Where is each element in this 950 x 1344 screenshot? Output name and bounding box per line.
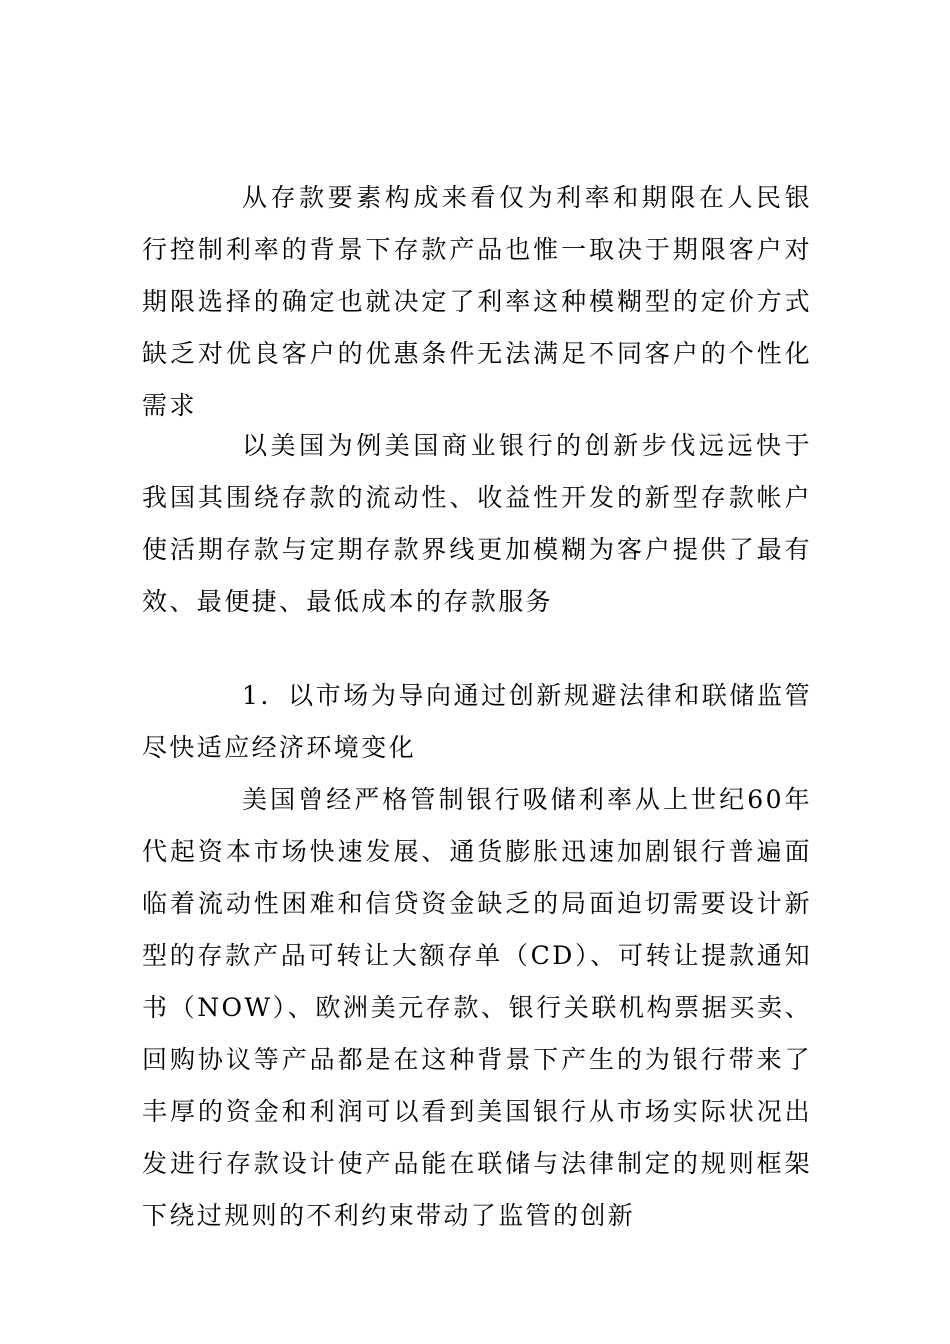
paragraph-us-regulation: 美国曾经严格管制银行吸储利率从上世纪60年代起资本市场快速发展、通货膨胀迅速加剧银行普遍面临着流动性困难和信贷资金缺乏的局面迫切需要设计新型的存款产品可转让大额存单（CD）、可转让提款通知书（NOW）、欧洲美元存款、银行关联机构票据买卖、回购协议等产品都是在这种背景下产生的为银行带来了丰厚的资金和利润可以看到美国银行从市场实际状况出发进行存款设计使产品能在联储与法律制定的规则框架下绕过规则的不利约束带动了监管的创新 xyxy=(142,785,812,1230)
paragraph-deposit-elements: 从存款要素构成来看仅为利率和期限在人民银行控制利率的背景下存款产品也惟一取决于期限客户对期限选择的确定也就决定了利率这种模糊型的定价方式缺乏对优良客户的优惠条件无法满足不同客户的个性化需求 xyxy=(142,183,812,420)
paragraph-us-example: 以美国为例美国商业银行的创新步伐远远快于我国其围绕存款的流动性、收益性开发的新型存款帐户使活期存款与定期存款界线更加模糊为客户提供了最有效、最便捷、最低成本的存款服务 xyxy=(142,431,812,616)
section-heading-market-oriented: 1．以市场为导向通过创新规避法律和联储监管尽快适应经济环境变化 xyxy=(142,681,812,762)
